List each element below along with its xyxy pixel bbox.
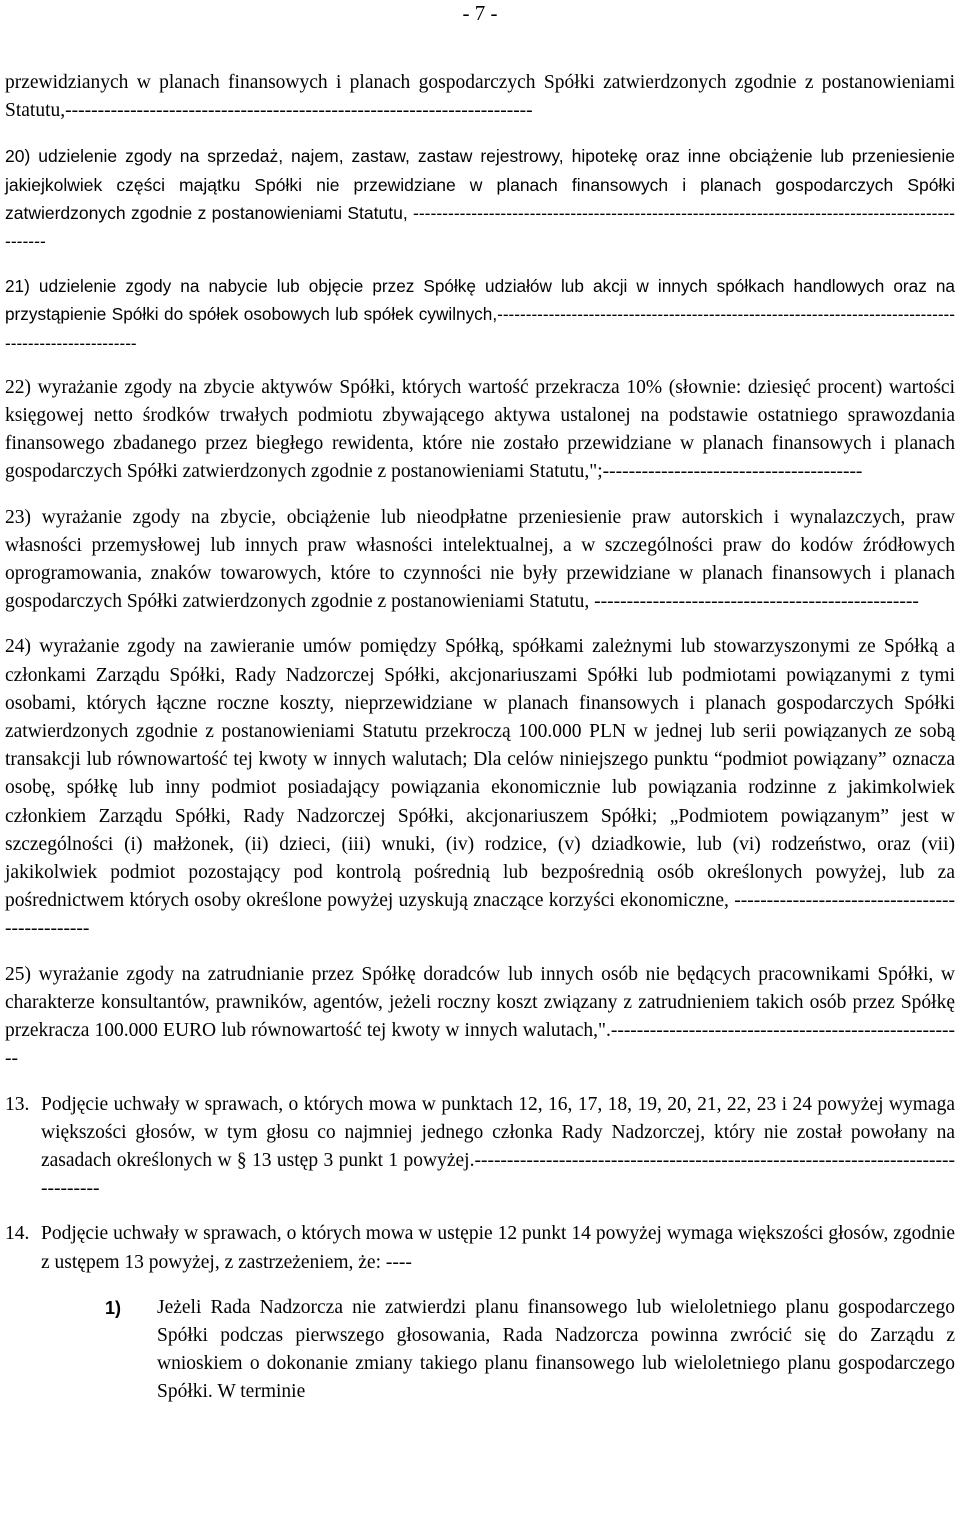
- numbered-item-13: [5, 1091, 955, 1204]
- sub-item-text: Jeżeli Rada Nadzorcza nie zatwierdzi planu finansowego lub wieloletniego planu gospodarczego Spółki podczas pierwszego głosowania, Rada Nadzorcza powinna zwrócić się do Zarządu z wnioskiem o dokonanie zmiany takiego planu finansowego lub wieloletniego planu gospodarczego Spółki. W terminie: [157, 1296, 955, 1403]
- document-body: [5, 69, 955, 1407]
- item-number: 14.: [5, 1223, 30, 1245]
- numbered-item-14: [5, 1220, 955, 1276]
- paragraph-20: 20) udzielenie zgody na sprzedaż, najem, zastaw, zastaw rejestrowy, hipotekę oraz inne obciążenie lub przeniesienie jakiejkolwiek części majątku Spółki nie przewidziane w planach finansowych i planach gospodarczych Spółki zatwierdzonych zgodnie z postanowieniami Statutu, ----------------------------------------------------------------------------------------------------: [5, 146, 955, 252]
- paragraph-24: 24) wyrażanie zgody na zawieranie umów pomiędzy Spółką, spółkami zależnymi lub stowarzyszonymi ze Spółką a członkami Zarządu Spółki, Rady Nadzorczej Spółki, akcjonariuszami Spółki lub podmiotami powiązanymi z tymi osobami, których łączne roczne koszty, nieprzewidziane w planach finansowych i planach gospodarczych Spółki zatwierdzonych zgodnie z postanowieniami Statutu przekroczą 100.000 PLN w jednej lub serii powiązanych ze sobą transakcji lub równowartość tej kwoty w innych walutach; Dla celów niniejszego punktu “podmiot powiązany” oznacza osobę, spółkę lub inny podmiot posiadający powiązania ekonomicznie lub powiązania rodzinne z jakimkolwiek członkiem Zarządu Spółki, Rady Nadzorczej Spółki, akcjonariuszem Spółki; „Podmiotem powiązanym” jest w szczególności (i) małżonek, (ii) dzieci, (iii) wnuki, (iv) rodzice, (v) dziadkowie, lub (vi) rodzeństwo, oraz (vii) jakikolwiek podmiot pozostający pod kontrolą pośrednią lub bezpośrednią osób określonych powyżej, lub za pośrednictwem których osoby określone powyżej uzyskują znaczące korzyści ekonomiczne, -----------------------------------------------: [5, 636, 955, 940]
- page-number: - 7 -: [462, 1, 498, 25]
- item-number: 13.: [5, 1093, 30, 1115]
- paragraph-23: 23) wyrażanie zgody na zbycie, obciążenie lub nieodpłatne przeniesienie praw autorskich i wynalazczych, praw własności przemysłowej lub innych praw własności intelektualnej, a w szczególności praw do kodów źródłowych oprogramowania, znaków towarowych, które to czynności nie były przewidziane w planach finansowych i planach gospodarczych Spółki zatwierdzonych zgodnie z postanowieniami Statutu, --------------------------------------------------: [5, 506, 955, 613]
- paragraph-22: 22) wyrażanie zgody na zbycie aktywów Spółki, których wartość przekracza 10% (słownie: dziesięć procent) wartości księgowej netto środków trwałych podmiotu zbywającego aktywa ustalonej na podstawie ostatniego sprawozdania finansowego zbadanego przez biegłego rewidenta, które nie zostało przewidziane w planach finansowych i planach gospodarczych Spółki zatwierdzonych zgodnie z postanowieniami Statutu,";----------------------------------------: [5, 376, 955, 483]
- item-text: Podjęcie uchwały w sprawach, o których mowa w punktach 12, 16, 17, 18, 19, 20, 21, 22, 23 i 24 powyżej wymaga większości głosów, w tym głosu co najmniej jednego członka Rady Nadzorczej, który nie został powołany na zasadach określonych w § 13 ustęp 3 punkt 1 powyżej.-----------------------------------------------------------------------------------: [41, 1093, 955, 1200]
- sub-item-number: 1): [105, 1297, 122, 1318]
- paragraph-continued: przewidzianych w planach finansowych i planach gospodarczych Spółki zatwierdzonych zgodnie z postanowieniami Statutu,------------------------------------------------------------------------: [5, 72, 955, 122]
- paragraph-21: 21) udzielenie zgody na nabycie lub objęcie przez Spółkę udziałów lub akcji w innych spółkach handlowych oraz na przystąpienie Spółki do spółek osobowych lub spółek cywilnych,-------------------------------------------------------------------------------------------------------: [5, 276, 955, 353]
- sub-item-1: [105, 1294, 955, 1407]
- paragraph-25: 25) wyrażanie zgody na zatrudnianie przez Spółkę doradców lub innych osób nie będących pracownikami Spółki, w charakterze konsultantów, prawników, agentów, jeżeli roczny koszt związany z zatrudnieniem takich osób przez Spółkę przekracza 100.000 EURO lub równowartość tej kwoty w innych walutach,".-------------------------------------------------------: [5, 963, 955, 1070]
- item-text: Podjęcie uchwały w sprawach, o których mowa w ustępie 12 punkt 14 powyżej wymaga większości głosów, zgodnie z ustępem 13 powyżej, z zastrzeżeniem, że: ----: [41, 1223, 955, 1273]
